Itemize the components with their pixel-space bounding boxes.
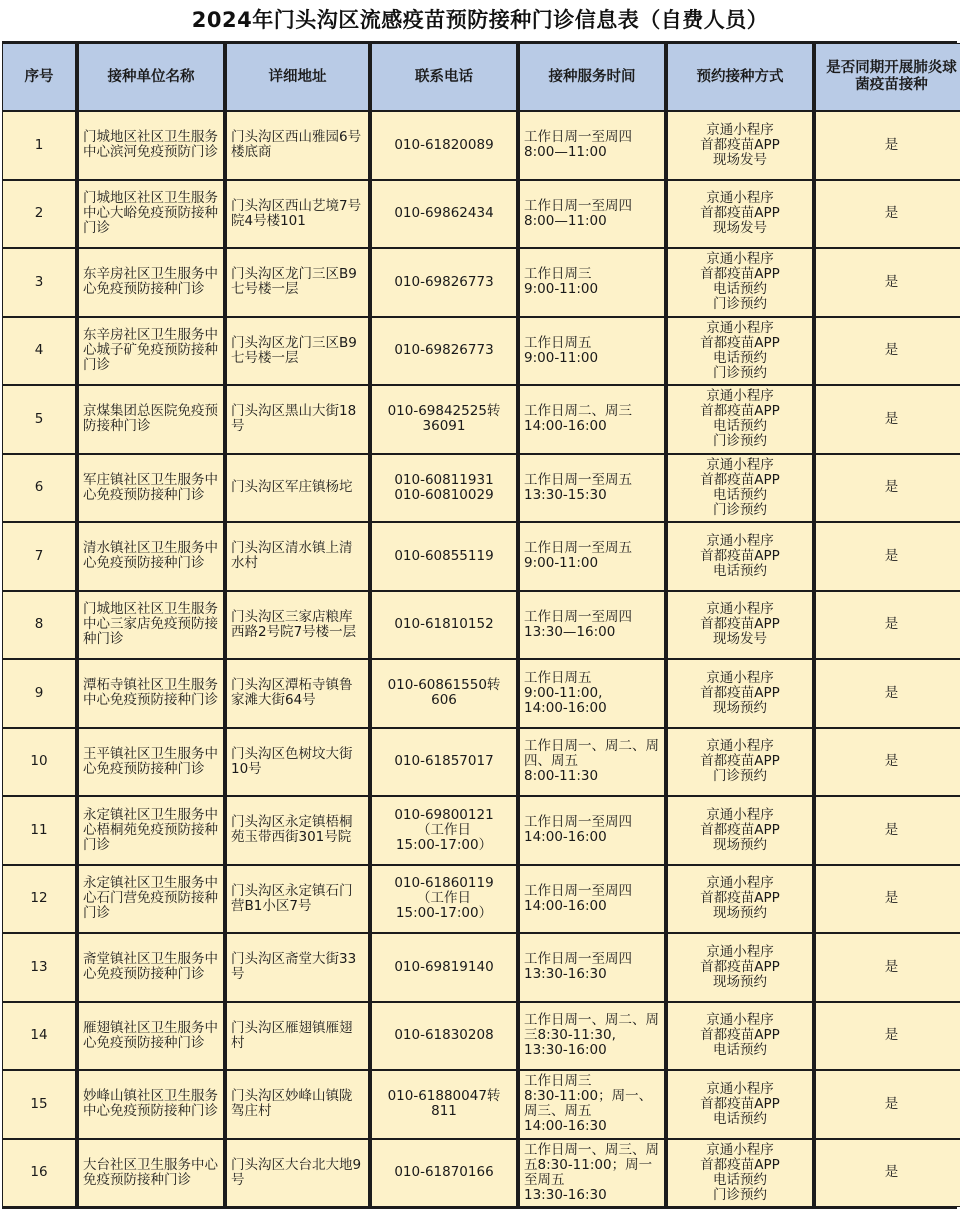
address: 门头沟区色树坟大街10号 [226, 728, 369, 797]
unit-name: 门城地区社区卫生服务中心大峪免疫预防接种门诊 [78, 180, 224, 249]
row-number: 15 [2, 1070, 76, 1139]
unit-name: 东辛房社区卫生服务中心城子矿免疫预防接种门诊 [78, 317, 224, 386]
address: 门头沟区西山艺境7号院4号楼101 [226, 180, 369, 249]
row-number: 12 [2, 865, 76, 934]
service-time: 工作日周一至周五 9:00-11:00 [519, 522, 665, 591]
phone: 010-60855119 [371, 522, 517, 591]
pneumococcal-flag: 是 [815, 933, 960, 1002]
phone: 010-69826773 [371, 317, 517, 386]
address: 门头沟区永定镇石门营B1小区7号 [226, 865, 369, 934]
booking-method: 京通小程序 首都疫苗APP 电话预约 门诊预约 [667, 248, 813, 317]
unit-name: 门城地区社区卫生服务中心滨河免疫预防门诊 [78, 111, 224, 180]
unit-name: 雁翅镇社区卫生服务中心免疫预防接种门诊 [78, 1002, 224, 1071]
unit-name: 永定镇社区卫生服务中心梧桐苑免疫预防接种门诊 [78, 796, 224, 865]
phone: 010-61860119 （工作日 15:00-17:00） [371, 865, 517, 934]
row-number: 5 [2, 385, 76, 454]
page-title: 2024年门头沟区流感疫苗预防接种门诊信息表（自费人员） [191, 8, 769, 32]
row-number: 16 [2, 1139, 76, 1208]
booking-method: 京通小程序 首都疫苗APP 现场发号 [667, 180, 813, 249]
address: 门头沟区龙门三区B9七号楼一层 [226, 317, 369, 386]
service-time: 工作日周一至周四 13:30-16:30 [519, 933, 665, 1002]
phone: 010-69800121 （工作日 15:00-17:00） [371, 796, 517, 865]
pneumococcal-flag: 是 [815, 659, 960, 728]
phone: 010-61880047转811 [371, 1070, 517, 1139]
service-time: 工作日周五 9:00-11:00, 14:00-16:00 [519, 659, 665, 728]
pneumococcal-flag: 是 [815, 865, 960, 934]
service-time: 工作日周一至周四 8:00—11:00 [519, 111, 665, 180]
service-time: 工作日周一、周三、周五8:30-11:00；周一至周五 13:30-16:30 [519, 1139, 665, 1208]
row-number: 13 [2, 933, 76, 1002]
pneumococcal-flag: 是 [815, 1002, 960, 1071]
pneumococcal-flag: 是 [815, 180, 960, 249]
row-number: 7 [2, 522, 76, 591]
booking-method: 京通小程序 首都疫苗APP 门诊预约 [667, 728, 813, 797]
booking-method: 京通小程序 首都疫苗APP 电话预约 门诊预约 [667, 317, 813, 386]
unit-name: 东辛房社区卫生服务中心免疫预防接种门诊 [78, 248, 224, 317]
booking-method: 京通小程序 首都疫苗APP 电话预约 门诊预约 [667, 454, 813, 523]
phone: 010-61870166 [371, 1139, 517, 1208]
row-number: 9 [2, 659, 76, 728]
row-number: 14 [2, 1002, 76, 1071]
booking-method: 京通小程序 首都疫苗APP 现场发号 [667, 111, 813, 180]
phone: 010-61857017 [371, 728, 517, 797]
row-number: 10 [2, 728, 76, 797]
pneumococcal-flag: 是 [815, 796, 960, 865]
row-number: 11 [2, 796, 76, 865]
clinic-table [2, 41, 957, 1209]
row-number: 2 [2, 180, 76, 249]
booking-method: 京通小程序 首都疫苗APP 电话预约 [667, 1070, 813, 1139]
header-address: 详细地址 [226, 43, 369, 111]
booking-method: 京通小程序 首都疫苗APP 电话预约 门诊预约 [667, 385, 813, 454]
address: 门头沟区斋堂大街33号 [226, 933, 369, 1002]
booking-method: 京通小程序 首都疫苗APP 电话预约 门诊预约 [667, 1139, 813, 1208]
header-pneumococcal: 是否同期开展肺炎球菌疫苗接种 [815, 43, 960, 111]
row-number: 1 [2, 111, 76, 180]
header-phone: 联系电话 [371, 43, 517, 111]
pneumococcal-flag: 是 [815, 454, 960, 523]
address: 门头沟区西山雅园6号楼底商 [226, 111, 369, 180]
unit-name: 潭柘寺镇社区卫生服务中心免疫预防接种门诊 [78, 659, 224, 728]
address: 门头沟区三家店粮库西路2号院7号楼一层 [226, 591, 369, 660]
row-number: 4 [2, 317, 76, 386]
phone: 010-61830208 [371, 1002, 517, 1071]
unit-name: 王平镇社区卫生服务中心免疫预防接种门诊 [78, 728, 224, 797]
booking-method: 京通小程序 首都疫苗APP 电话预约 [667, 522, 813, 591]
phone: 010-61810152 [371, 591, 517, 660]
address: 门头沟区雁翅镇雁翅村 [226, 1002, 369, 1071]
address: 门头沟区清水镇上清水村 [226, 522, 369, 591]
header-service-time: 接种服务时间 [519, 43, 665, 111]
unit-name: 妙峰山镇社区卫生服务中心免疫预防接种门诊 [78, 1070, 224, 1139]
service-time: 工作日周一、周二、周三8:30-11:30, 13:30-16:00 [519, 1002, 665, 1071]
booking-method: 京通小程序 首都疫苗APP 现场预约 [667, 933, 813, 1002]
phone: 010-60811931 010-60810029 [371, 454, 517, 523]
pneumococcal-flag: 是 [815, 1070, 960, 1139]
address: 门头沟区黑山大街18号 [226, 385, 369, 454]
service-time: 工作日周五 9:00-11:00 [519, 317, 665, 386]
pneumococcal-flag: 是 [815, 1139, 960, 1208]
phone: 010-69819140 [371, 933, 517, 1002]
service-time: 工作日周三 8:30-11:00；周一、周三、周五 14:00-16:30 [519, 1070, 665, 1139]
unit-name: 京煤集团总医院免疫预防接种门诊 [78, 385, 224, 454]
row-number: 6 [2, 454, 76, 523]
pneumococcal-flag: 是 [815, 248, 960, 317]
pneumococcal-flag: 是 [815, 522, 960, 591]
service-time: 工作日周一至周四 8:00—11:00 [519, 180, 665, 249]
booking-method: 京通小程序 首都疫苗APP 电话预约 [667, 1002, 813, 1071]
service-time: 工作日周三 9:00-11:00 [519, 248, 665, 317]
service-time: 工作日周一至周四 14:00-16:00 [519, 796, 665, 865]
service-time: 工作日周二、周三 14:00-16:00 [519, 385, 665, 454]
address: 门头沟区大台北大地9号 [226, 1139, 369, 1208]
booking-method: 京通小程序 首都疫苗APP 现场预约 [667, 659, 813, 728]
booking-method: 京通小程序 首都疫苗APP 现场发号 [667, 591, 813, 660]
address: 门头沟区妙峰山镇陇驾庄村 [226, 1070, 369, 1139]
pneumococcal-flag: 是 [815, 591, 960, 660]
unit-name: 斋堂镇社区卫生服务中心免疫预防接种门诊 [78, 933, 224, 1002]
booking-method: 京通小程序 首都疫苗APP 现场预约 [667, 796, 813, 865]
header-booking-method: 预约接种方式 [667, 43, 813, 111]
service-time: 工作日周一至周五 13:30-15:30 [519, 454, 665, 523]
phone: 010-69826773 [371, 248, 517, 317]
phone: 010-69842525转36091 [371, 385, 517, 454]
pneumococcal-flag: 是 [815, 728, 960, 797]
pneumococcal-flag: 是 [815, 385, 960, 454]
address: 门头沟区军庄镇杨坨 [226, 454, 369, 523]
address: 门头沟区龙门三区B9七号楼一层 [226, 248, 369, 317]
header-unit: 接种单位名称 [78, 43, 224, 111]
row-number: 3 [2, 248, 76, 317]
unit-name: 军庄镇社区卫生服务中心免疫预防接种门诊 [78, 454, 224, 523]
service-time: 工作日周一、周二、周四、周五 8:00-11:30 [519, 728, 665, 797]
unit-name: 门城地区社区卫生服务中心三家店免疫预防接种门诊 [78, 591, 224, 660]
row-number: 8 [2, 591, 76, 660]
phone: 010-69862434 [371, 180, 517, 249]
address: 门头沟区潭柘寺镇鲁家滩大街64号 [226, 659, 369, 728]
phone: 010-61820089 [371, 111, 517, 180]
service-time: 工作日周一至周四 13:30—16:00 [519, 591, 665, 660]
address: 门头沟区永定镇梧桐苑玉带西街301号院 [226, 796, 369, 865]
pneumococcal-flag: 是 [815, 317, 960, 386]
pneumococcal-flag: 是 [815, 111, 960, 180]
phone: 010-60861550转606 [371, 659, 517, 728]
unit-name: 清水镇社区卫生服务中心免疫预防接种门诊 [78, 522, 224, 591]
header-num: 序号 [2, 43, 76, 111]
unit-name: 永定镇社区卫生服务中心石门营免疫预防接种门诊 [78, 865, 224, 934]
unit-name: 大台社区卫生服务中心免疫预防接种门诊 [78, 1139, 224, 1208]
booking-method: 京通小程序 首都疫苗APP 现场预约 [667, 865, 813, 934]
service-time: 工作日周一至周四 14:00-16:00 [519, 865, 665, 934]
